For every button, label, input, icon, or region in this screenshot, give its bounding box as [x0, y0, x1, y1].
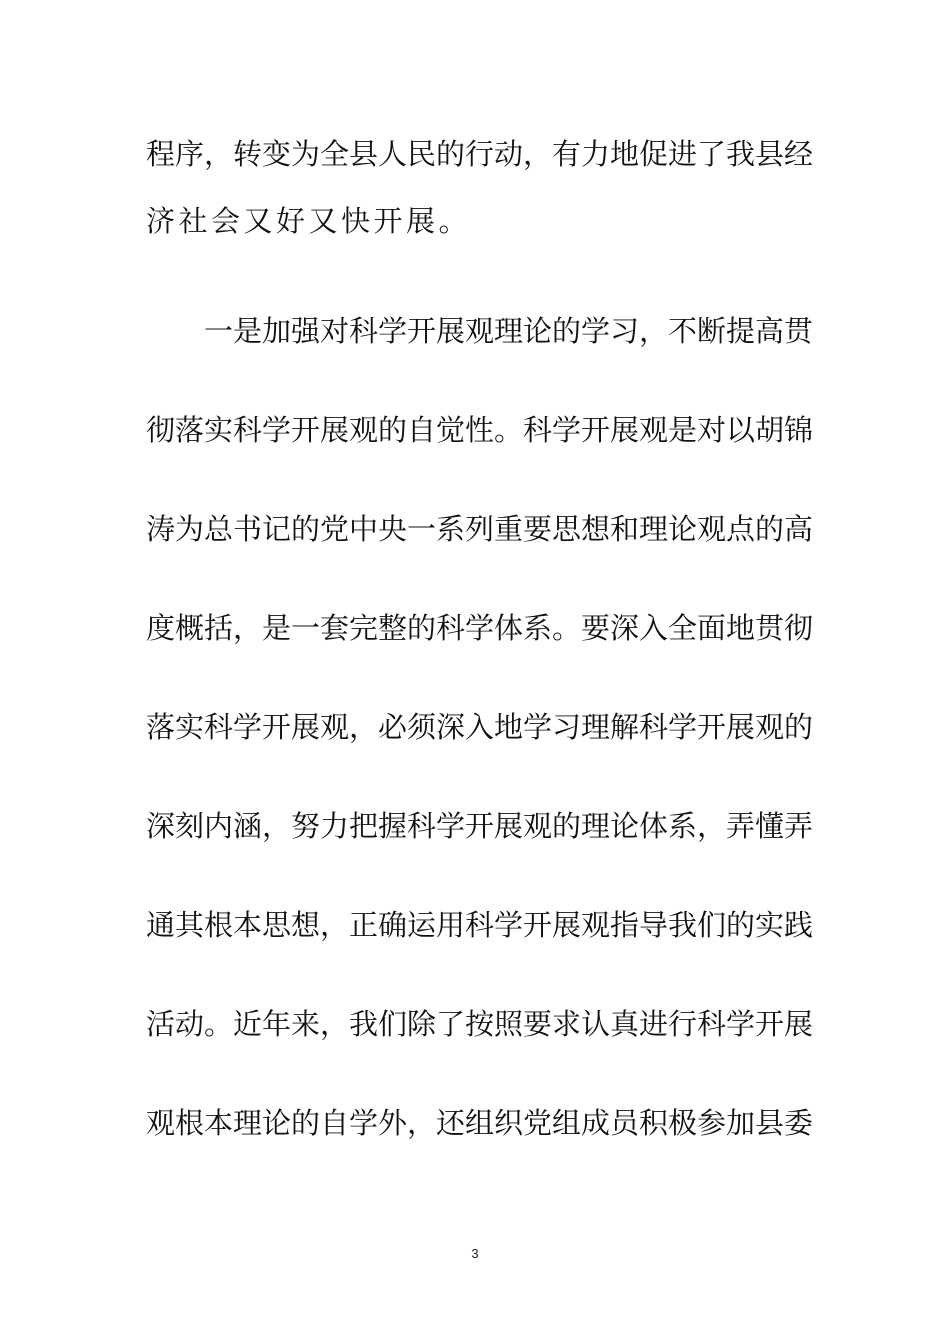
- body-text-line: 通其根本思想，正确运用科学开展观指导我们的实践: [146, 908, 814, 942]
- page-number: 3: [471, 1246, 479, 1261]
- paragraph-first-line: 一是加强对科学开展观理论的学习，不断提高贯: [204, 314, 814, 348]
- body-text-line: 涛为总书记的党中央一系列重要思想和理论观点的高: [146, 512, 814, 546]
- body-text-line: 落实科学开展观，必须深入地学习理解科学开展观的: [146, 710, 814, 744]
- body-text-line: 程序，转变为全县人民的行动，有力地促进了我县经: [146, 137, 814, 171]
- body-text-line: 活动。近年来，我们除了按照要求认真进行科学开展: [146, 1007, 814, 1041]
- body-text-line: 彻落实科学开展观的自觉性。科学开展观是对以胡锦: [146, 413, 814, 447]
- body-text-line: 度概括，是一套完整的科学体系。要深入全面地贯彻: [146, 611, 814, 645]
- body-text-line: 济社会又好又快开展。: [146, 204, 472, 238]
- body-text-line: 观根本理论的自学外，还组织党组成员积极参加县委: [146, 1106, 814, 1140]
- body-text-line: 深刻内涵，努力把握科学开展观的理论体系，弄懂弄: [146, 809, 814, 843]
